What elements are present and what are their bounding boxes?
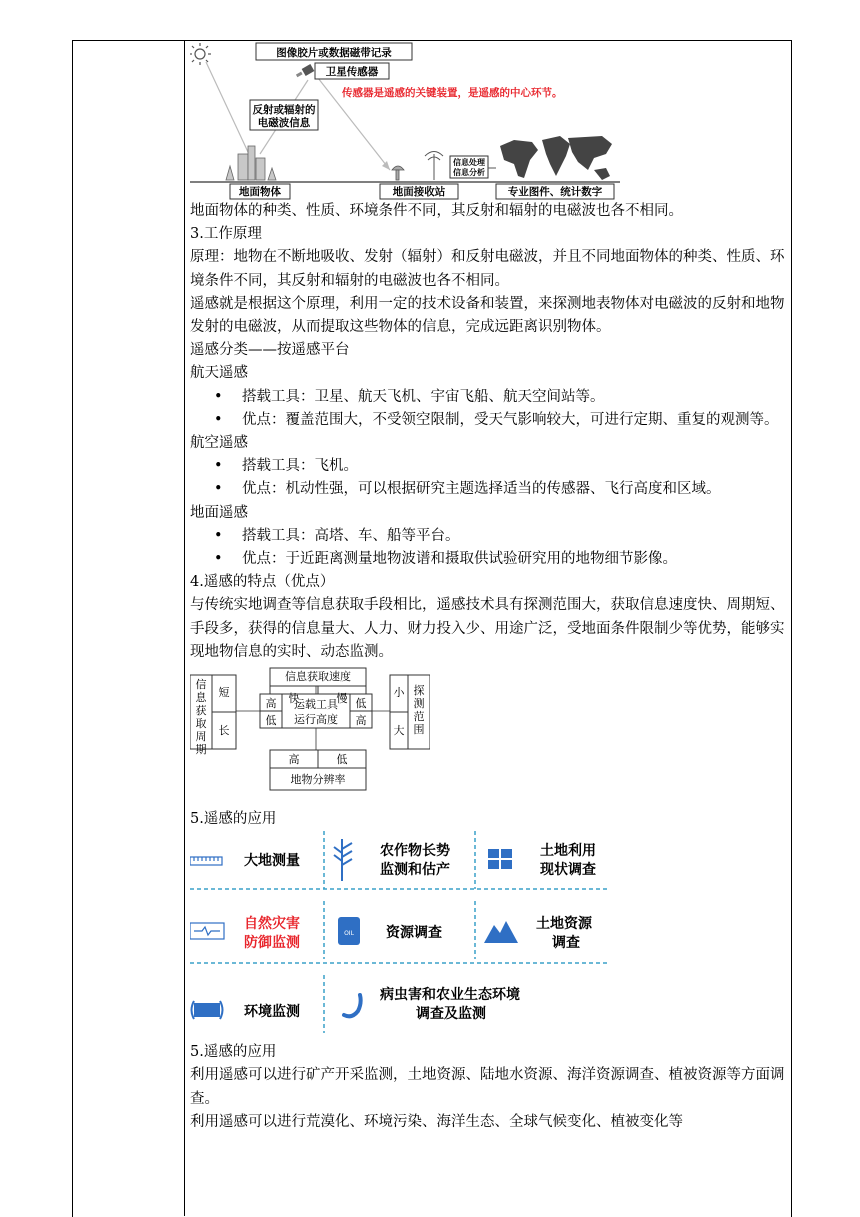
space-remote-sensing: 航天遥感 bbox=[190, 365, 248, 382]
characteristics-diagram bbox=[190, 664, 430, 808]
world-map-icon bbox=[500, 136, 612, 180]
processing-label-2: 信息分析 bbox=[453, 168, 485, 177]
big-label: 大 bbox=[393, 724, 405, 738]
speed-label: 信息获取速度 bbox=[285, 670, 351, 684]
classification-heading: 遥感分类——按遥感平台 bbox=[190, 342, 350, 359]
antenna-tower-icon bbox=[425, 152, 443, 181]
disaster-label-2: 防御监测 bbox=[244, 935, 300, 952]
content-cell bbox=[190, 42, 786, 1134]
seismograph-icon bbox=[190, 923, 224, 939]
oil-barrel-icon bbox=[338, 917, 360, 945]
paragraph-1: 地面物体的种类、性质、环境条件不同，其反射和辐射的电磁波也各不相同。 bbox=[190, 203, 683, 219]
svg-text:探: 探 bbox=[413, 684, 425, 698]
ground-remote-sensing: 地面遥感 bbox=[190, 504, 248, 521]
output-label: 专业图件、统计数字 bbox=[507, 186, 603, 198]
disaster-label-1: 自然灾害 bbox=[244, 916, 300, 933]
survey-label: 大地测量 bbox=[244, 853, 300, 870]
processing-label-1: 信息处理 bbox=[453, 158, 485, 167]
svg-text:OIL: OIL bbox=[344, 930, 354, 938]
film-label: 图像胶片或数据磁带记录 bbox=[276, 47, 392, 59]
high-right-label: 高 bbox=[355, 714, 367, 728]
city-buildings-icon bbox=[226, 146, 276, 180]
paragraph-principle: 原理：地物在不断地吸收、发射（辐射）和反射电磁波，并且不同地面物体的种类、性质、环境条件不同，其反射和辐射的电磁波也各不相同。 bbox=[190, 249, 785, 289]
paragraph-features: 与传统实地调查等信息获取手段相比，遥感技术具有探测范围大，获取信息速度快、周期短、手段多，获得的信息量大、人力、财力投入少、用途广泛，受地面条件限制少等优势，能够实现地物信息的实时、动态监测。 bbox=[190, 597, 785, 660]
svg-text:测: 测 bbox=[413, 697, 425, 711]
list-item: • 优点：机动性强，可以根据研究主题选择适当的传感器、飞行高度和区域。 bbox=[190, 478, 786, 501]
environment-label: 环境监测 bbox=[244, 1004, 300, 1021]
high-bottom-label: 高 bbox=[288, 753, 300, 767]
satellite-icon bbox=[296, 64, 314, 77]
low-bottom-label: 低 bbox=[336, 753, 348, 767]
small-label: 小 bbox=[393, 686, 405, 700]
range-label bbox=[414, 683, 425, 736]
pest-label-1: 病虫害和农业生态环境 bbox=[380, 987, 520, 1004]
ground-station-label: 地面接收站 bbox=[392, 186, 446, 198]
list-item: • 优点：覆盖范围大，不受领空限制，受天气影响较大，可进行定期、重复的观测等。 bbox=[190, 409, 786, 432]
fast-label: 快 bbox=[288, 692, 300, 706]
center-label-2: 运行高度 bbox=[294, 713, 338, 727]
land-use-label-1: 土地利用 bbox=[540, 843, 596, 860]
grid-squares-icon bbox=[488, 849, 512, 869]
svg-text:期: 期 bbox=[195, 743, 207, 757]
ground-object-label: 地面物体 bbox=[239, 186, 281, 198]
applications-grid bbox=[190, 831, 786, 1041]
cycle-label bbox=[196, 677, 208, 756]
list-item: • 搭载工具：飞机。 bbox=[190, 455, 786, 478]
svg-text:信: 信 bbox=[195, 678, 207, 692]
aerial-remote-sensing: 航空遥感 bbox=[190, 435, 248, 452]
heading-5-second: 5.遥感的应用 bbox=[190, 1044, 277, 1061]
slow-label: 慢 bbox=[336, 692, 348, 706]
svg-text:范: 范 bbox=[413, 710, 425, 724]
land-use-label-2: 现状调查 bbox=[540, 862, 596, 879]
mountain-icon bbox=[484, 921, 518, 943]
list-item: • 优点：于近距离测量地物波谱和摄取供试验研究用的地物细节影像。 bbox=[190, 548, 786, 571]
center-label-1: 运载工具 bbox=[294, 698, 338, 712]
list-item: • 搭载工具：高塔、车、船等平台。 bbox=[190, 525, 786, 548]
crop-label-2: 监测和估产 bbox=[380, 862, 450, 879]
sun-ray-line bbox=[206, 62, 248, 152]
svg-text:取: 取 bbox=[195, 717, 207, 731]
ruler-icon bbox=[190, 857, 222, 865]
wave-label-2: 电磁波信息 bbox=[257, 117, 311, 129]
land-resource-label-1: 土地资源 bbox=[536, 916, 592, 933]
low-right-label: 低 bbox=[355, 697, 367, 711]
remote-sensing-process-diagram bbox=[190, 42, 786, 200]
short-label: 短 bbox=[218, 686, 230, 700]
paragraph-principle-2: 遥感就是根据这个原理，利用一定的技术设备和装置，来探测地表物体对电磁波的反射和地物发射的电磁波，从而提取这些物体的信息，完成远距离识别物体。 bbox=[190, 295, 785, 336]
land-resource-label-2: 调查 bbox=[552, 935, 580, 952]
svg-text:周: 周 bbox=[195, 730, 207, 744]
svg-text:获: 获 bbox=[195, 704, 207, 718]
low-left-label: 低 bbox=[265, 714, 277, 728]
sensor-note: 传感器是遥感的关键装置，是遥感的中心环节。 bbox=[342, 87, 563, 99]
heading-3: 3.工作原理 bbox=[190, 226, 262, 243]
paragraph-applications-1: 利用遥感可以进行矿产开采监测，土地资源、陆地水资源、海洋资源调查、植被资源等方面调查。 bbox=[190, 1067, 785, 1107]
paragraph-applications-2: 利用遥感可以进行荒漠化、环境污染、海洋生态、全球气候变化、植被变化等 bbox=[190, 1113, 683, 1130]
svg-text:息: 息 bbox=[195, 691, 207, 705]
long-label: 长 bbox=[218, 724, 230, 738]
arrow-head bbox=[382, 161, 390, 170]
wave-label-1: 反射或辐射的 bbox=[252, 104, 316, 116]
resolution-label: 地物分辨率 bbox=[290, 773, 346, 787]
resource-label: 资源调查 bbox=[386, 925, 442, 942]
high-left-label: 高 bbox=[265, 697, 277, 711]
radar-dish-icon bbox=[392, 166, 404, 180]
environment-scroll-icon bbox=[192, 1001, 223, 1019]
pest-worm-icon bbox=[344, 995, 361, 1016]
table-column-separator bbox=[184, 40, 185, 1216]
satellite-label: 卫星传感器 bbox=[325, 66, 379, 78]
heading-5-first: 5.遥感的应用 bbox=[190, 811, 277, 828]
pest-label-2: 调查及监测 bbox=[416, 1006, 486, 1023]
heading-4: 4.遥感的特点（优点） bbox=[190, 574, 335, 591]
list-item: • 搭载工具：卫星、航天飞机、宇宙飞船、航天空间站等。 bbox=[190, 386, 786, 409]
crop-label-1: 农作物长势 bbox=[380, 843, 450, 860]
crop-plant-icon bbox=[334, 839, 352, 881]
sun-icon bbox=[190, 43, 211, 65]
svg-text:围: 围 bbox=[413, 723, 425, 737]
